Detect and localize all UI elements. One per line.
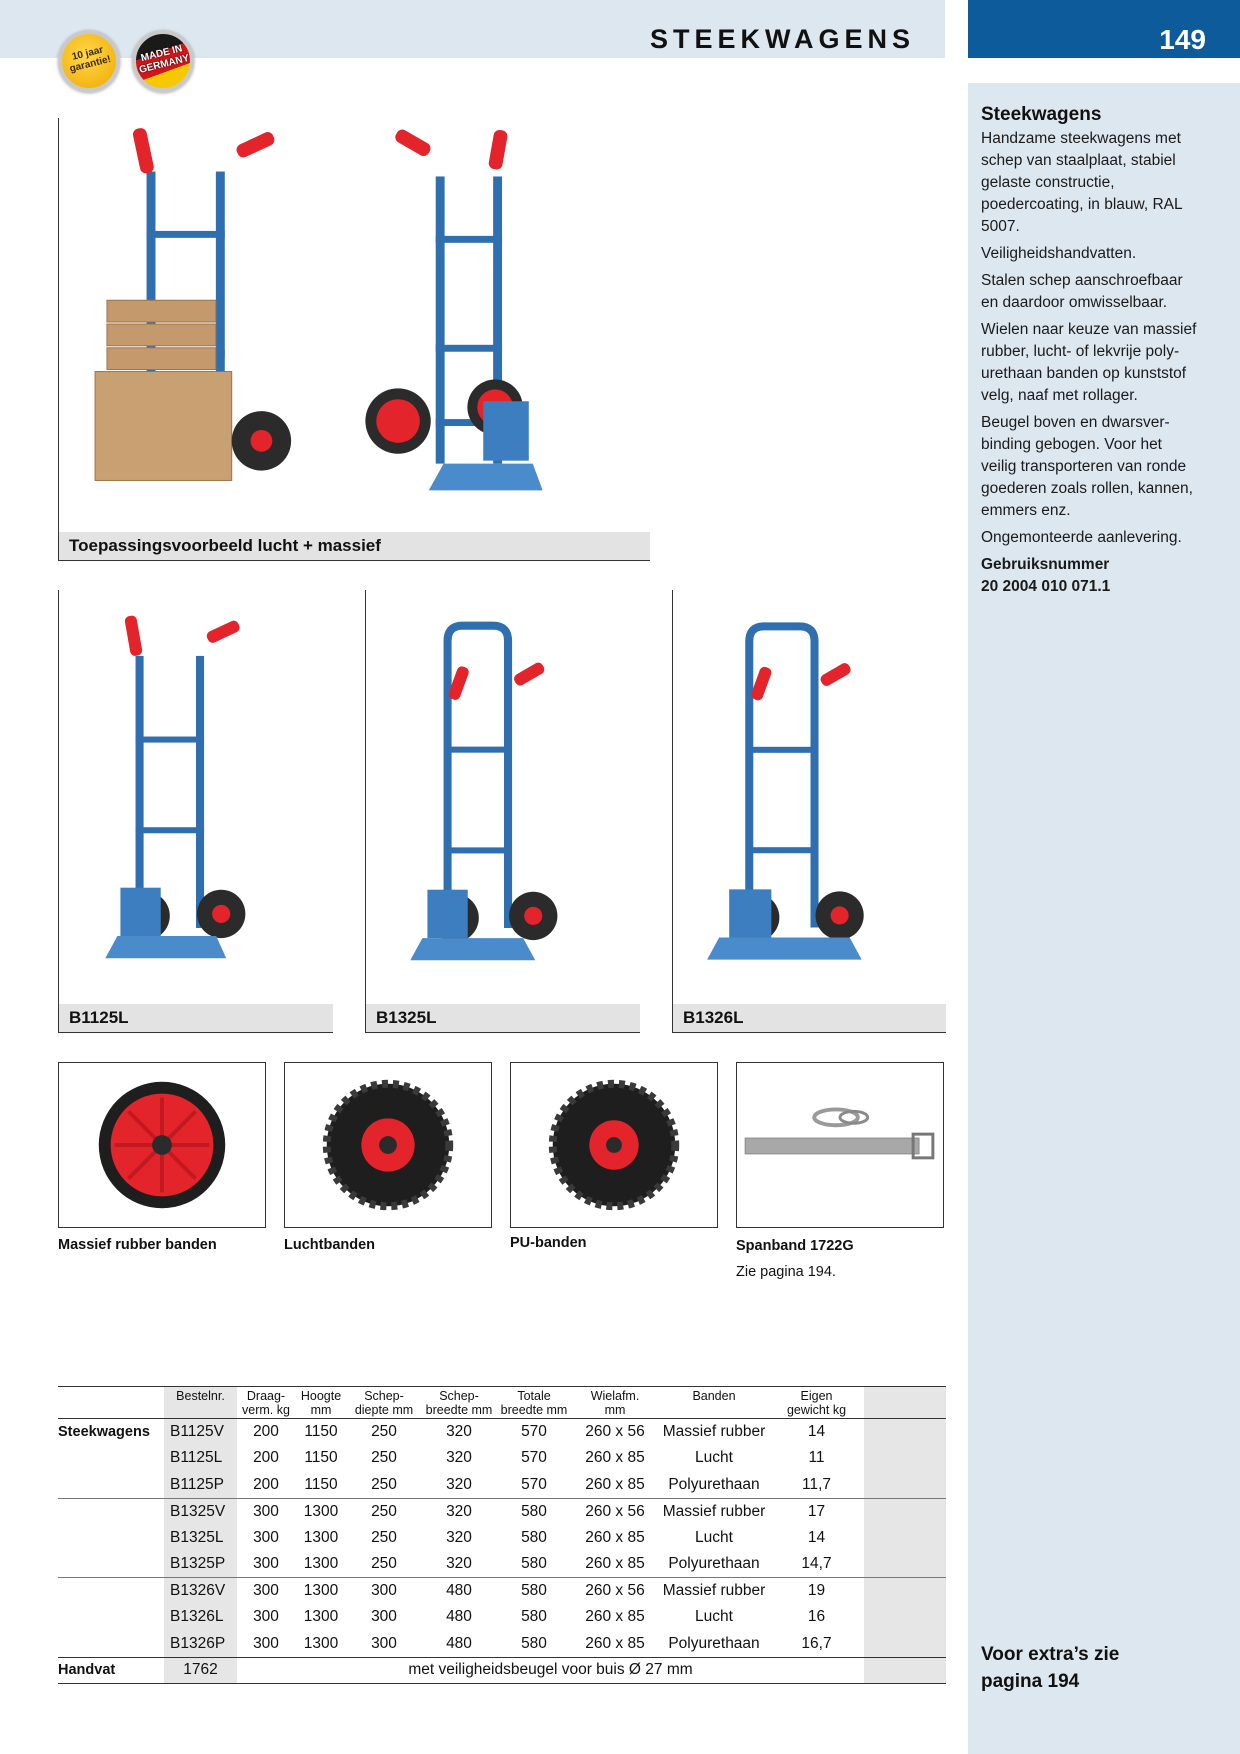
accessory-label: Massief rubber banden <box>58 1237 217 1253</box>
hand-truck-icon <box>410 626 557 961</box>
table-cell: 200 <box>253 1449 279 1467</box>
main-photo-frame <box>58 118 650 561</box>
usage-number: 20 2004 010 071.1 <box>981 578 1111 595</box>
table-row <box>58 1419 946 1446</box>
table-cell: 1300 <box>303 1634 339 1652</box>
order-number: B1325L <box>164 1525 237 1552</box>
table-cell: 11,7 <box>769 1472 864 1499</box>
table-cell: Massief rubber <box>662 1502 766 1520</box>
table-cell: 1150 <box>304 1423 338 1440</box>
table-row <box>58 1525 946 1552</box>
strap-icon <box>736 1062 944 1228</box>
page-number-box <box>968 0 1240 58</box>
table-cell: 580 <box>497 1551 571 1578</box>
table-cell: 320 <box>421 1551 497 1578</box>
table-cell: 580 <box>521 1582 547 1599</box>
table-cell: 480 <box>446 1582 472 1599</box>
main-photo-caption: Toepassingsvoorbeeld lucht + massief <box>59 532 650 560</box>
table-cell: 200 <box>253 1423 279 1440</box>
table-cell: 260 x 85 <box>585 1528 645 1546</box>
table-header-cell: Wielafm. mm <box>590 1389 640 1417</box>
table-cell: 260 x 56 <box>585 1502 645 1520</box>
table-cell <box>864 1445 946 1472</box>
table-cell: 260 x 85 <box>571 1551 659 1578</box>
table-header-cell: Bestelnr. <box>164 1387 237 1419</box>
usage-number-label: Gebruiksnummer <box>981 556 1110 573</box>
table-row <box>58 1445 946 1472</box>
table-cell: 1150 <box>304 1449 338 1467</box>
spec-table <box>58 1386 946 1684</box>
row-group-label: Handvat <box>58 1662 116 1679</box>
table-cell: Lucht <box>695 1528 733 1546</box>
made-in-germany-badge-icon: MADE IN GERMANY <box>132 30 194 92</box>
table-cell: 570 <box>521 1449 547 1467</box>
table-cell: 300 <box>371 1634 397 1652</box>
sidebar-paragraph: Beugel boven en dwarsver- binding gebogen. Voor het veilig transporteren van ronde goederen zoals rollen, kannen, emmers enz. <box>981 414 1193 519</box>
table-cell: 14 <box>807 1423 826 1440</box>
table-cell <box>864 1419 946 1446</box>
hand-truck-icon <box>105 615 245 958</box>
table-cell: 250 <box>371 1423 397 1440</box>
table-cell: 1300 <box>303 1528 339 1546</box>
table-header-cell: Schep- breedte mm <box>425 1389 493 1417</box>
table-cell: 250 <box>347 1551 421 1578</box>
table-cell: 250 <box>371 1528 397 1546</box>
table-cell: Polyurethaan <box>668 1634 760 1652</box>
table-cell: 300 <box>371 1608 397 1626</box>
handle-description: met veiligheidsbeugel voor buis Ø 27 mm <box>408 1661 693 1679</box>
order-number: B1325P <box>164 1551 237 1578</box>
table-cell: 320 <box>446 1423 472 1440</box>
table-cell: 260 x 85 <box>571 1472 659 1499</box>
table-cell: 300 <box>253 1608 279 1626</box>
table-cell: 1150 <box>295 1472 347 1499</box>
table-row <box>58 1498 946 1525</box>
sidebar-paragraph: Stalen schep aanschroefbaar en daardoor omwisselbaar. <box>981 272 1183 311</box>
table-cell <box>864 1551 946 1578</box>
table-cell <box>58 1604 164 1631</box>
hand-truck-icon <box>707 626 864 959</box>
warranty-badge-icon: 10 jaar garantie! <box>58 30 120 92</box>
table-cell: 320 <box>421 1472 497 1499</box>
table-cell: 11 <box>808 1449 825 1467</box>
order-number: B1326L <box>164 1604 237 1631</box>
product-caption: B1325L <box>366 1004 640 1032</box>
table-row <box>58 1472 946 1499</box>
table-cell: Lucht <box>695 1449 733 1467</box>
product-photo-b1125l <box>58 590 333 1033</box>
hand-truck-photo <box>679 594 940 1000</box>
product-photo-b1325l <box>365 590 640 1033</box>
table-cell <box>58 1525 164 1552</box>
table-row <box>58 1604 946 1631</box>
order-number: B1325V <box>164 1498 237 1525</box>
table-cell: 570 <box>521 1423 547 1440</box>
table-header-cell <box>864 1387 946 1419</box>
table-cell: 260 x 85 <box>585 1608 645 1626</box>
table-cell: 580 <box>521 1528 547 1546</box>
table-cell <box>864 1578 946 1605</box>
table-cell <box>864 1472 946 1499</box>
table-cell: 570 <box>497 1472 571 1499</box>
order-number: B1125P <box>164 1472 237 1499</box>
table-cell: 1300 <box>295 1551 347 1578</box>
table-cell: 1300 <box>303 1608 339 1626</box>
table-cell: 300 <box>237 1551 295 1578</box>
table-row <box>58 1631 946 1658</box>
table-cell: 19 <box>807 1582 826 1599</box>
table-cell: 480 <box>446 1634 472 1652</box>
hand-truck-icon <box>365 127 542 490</box>
hand-truck-icon <box>95 127 291 480</box>
sidebar-paragraph: Veiligheidshandvatten. <box>981 245 1137 262</box>
table-cell: Polyurethaan <box>659 1551 769 1578</box>
table-cell <box>864 1631 946 1658</box>
sidebar-heading: Steekwagens <box>981 104 1102 125</box>
table-cell <box>58 1578 164 1605</box>
table-cell <box>58 1498 164 1525</box>
table-cell: 250 <box>371 1502 397 1520</box>
table-cell <box>864 1604 946 1631</box>
table-cell <box>58 1631 164 1658</box>
table-header-cell <box>58 1387 164 1419</box>
table-cell: 260 x 56 <box>585 1423 645 1440</box>
table-cell: Massief rubber <box>662 1423 766 1440</box>
table-cell: 300 <box>253 1528 279 1546</box>
table-cell <box>864 1657 946 1684</box>
table-cell: 14 <box>807 1528 826 1546</box>
table-header-cell: Eigen gewicht kg <box>786 1389 847 1417</box>
order-number: B1125L <box>164 1445 237 1472</box>
order-number: 1762 <box>164 1657 237 1684</box>
table-header-cell: Schep- diepte mm <box>354 1389 414 1417</box>
table-cell: 300 <box>253 1502 279 1520</box>
accessory-label: Spanband 1722G <box>736 1238 854 1254</box>
table-cell <box>864 1498 946 1525</box>
table-cell: 320 <box>446 1528 472 1546</box>
table-cell: 580 <box>521 1608 547 1626</box>
table-header-cell: Totale breedte mm <box>500 1389 568 1417</box>
table-cell: 1300 <box>303 1582 339 1599</box>
table-cell: 320 <box>446 1502 472 1520</box>
table-cell: Lucht <box>695 1608 733 1626</box>
accessory-label: Luchtbanden <box>284 1237 376 1253</box>
table-cell: 260 x 56 <box>585 1582 645 1599</box>
table-cell: 250 <box>347 1472 421 1499</box>
order-number: B1326P <box>164 1631 237 1658</box>
table-cell: 17 <box>807 1502 826 1520</box>
product-photo-b1326l <box>672 590 946 1033</box>
table-header-cell: Hoogte mm <box>300 1389 342 1417</box>
solid-rubber-wheel-icon <box>58 1062 266 1228</box>
hand-truck-with-boxes-photo <box>65 122 644 528</box>
pu-wheel-icon <box>510 1062 718 1228</box>
table-row <box>58 1551 946 1578</box>
sidebar-paragraph: Wielen naar keuze van massief rubber, lucht- of lekvrije poly- urethaan banden op kunststof velg, naaf met rollager. <box>981 321 1197 404</box>
table-header-row <box>58 1387 946 1419</box>
table-cell: 16 <box>807 1608 826 1626</box>
table-cell: 480 <box>446 1608 472 1626</box>
table-cell <box>58 1472 164 1499</box>
table-header-cell: Draag- verm. kg <box>242 1389 290 1417</box>
table-cell: 580 <box>521 1634 547 1652</box>
table-cell: 260 x 85 <box>585 1634 645 1652</box>
page-number: 149 <box>1159 24 1206 55</box>
sidebar-paragraph: Handzame steekwagens met schep van staalplaat, stabiel gelaste constructie, poedercoating, in blauw, RAL 5007. <box>981 130 1183 235</box>
row-group-label: Steekwagens <box>58 1424 150 1440</box>
table-cell: 580 <box>521 1502 547 1520</box>
table-cell: 250 <box>371 1449 397 1467</box>
info-sidebar <box>968 83 1240 1754</box>
table-cell: 300 <box>253 1582 279 1599</box>
pneumatic-wheel-icon <box>284 1062 492 1228</box>
order-number: B1326V <box>164 1578 237 1605</box>
table-header-cell: Banden <box>692 1389 736 1403</box>
accessory-page-reference: Zie pagina 194. <box>736 1264 836 1280</box>
order-number: B1125V <box>164 1419 237 1446</box>
table-cell: 200 <box>237 1472 295 1499</box>
table-cell: Massief rubber <box>662 1582 766 1599</box>
table-cell <box>58 1551 164 1578</box>
product-caption: B1125L <box>59 1004 333 1032</box>
product-caption: B1326L <box>673 1004 946 1032</box>
table-cell: 1300 <box>303 1502 339 1520</box>
table-cell <box>58 1445 164 1472</box>
hand-truck-photo <box>65 594 327 1000</box>
table-cell: 300 <box>371 1582 397 1599</box>
table-cell <box>864 1525 946 1552</box>
table-cell: 300 <box>253 1634 279 1652</box>
table-cell: 14,7 <box>769 1551 864 1578</box>
table-cell: 260 x 85 <box>585 1449 645 1467</box>
table-row-handle <box>58 1657 946 1684</box>
table-cell: 16,7 <box>801 1634 832 1652</box>
page-title: STEEKWAGENS <box>649 24 915 54</box>
accessory-label: PU-banden <box>510 1235 587 1251</box>
extras-reference: Voor extra’s zie pagina 194 <box>981 1644 1120 1692</box>
table-cell: Polyurethaan <box>659 1472 769 1499</box>
sidebar-paragraph: Ongemonteerde aanlevering. <box>981 529 1182 546</box>
hand-truck-photo <box>372 594 634 1000</box>
table-row <box>58 1578 946 1605</box>
sidebar-description <box>981 128 1209 603</box>
table-cell: 320 <box>446 1449 472 1467</box>
